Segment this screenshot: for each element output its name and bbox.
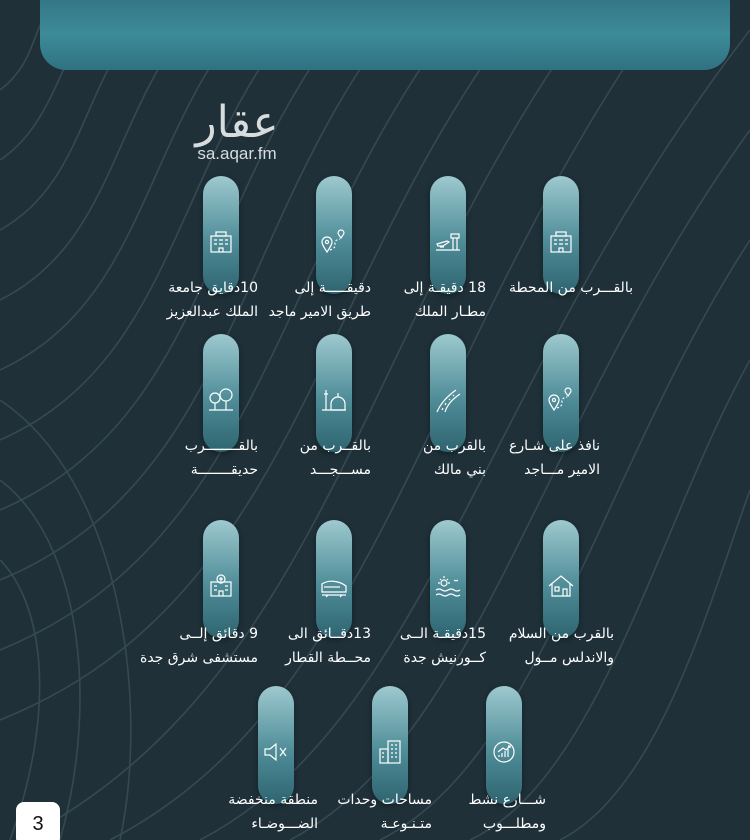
feature-label-andalus-mall: بالقرب من السلام والاندلس مــول: [508, 626, 614, 666]
feature-pill-active-street: [486, 686, 522, 804]
growth-chart-icon: [490, 738, 518, 766]
beach-icon: [434, 572, 462, 600]
airport-icon: [434, 228, 462, 256]
road-icon: [434, 386, 462, 414]
logo-url-text: sa.aqar.fm: [197, 144, 277, 163]
mosque-icon: [320, 386, 348, 414]
feature-pill-hospital: [203, 520, 239, 638]
speaker-mute-icon: [262, 738, 290, 766]
feature-label-park: بالقــــــــرب حديقــــــــة: [184, 438, 258, 478]
feature-pill-corniche: [430, 520, 466, 638]
feature-label-university: 10دقايق جامعة الملك عبدالعزيز: [166, 280, 258, 320]
train-icon: [320, 572, 348, 600]
map-route-icon: [320, 228, 348, 256]
feature-label-bani-malik: بالقرب من بني مالك: [422, 438, 486, 478]
feature-pill-train: [316, 520, 352, 638]
feature-label-amir-majed-street: نافذ على شـارع الامير مـــاجد: [509, 438, 600, 478]
feature-label-station: بالقـــرب من المحطة: [508, 280, 633, 296]
page-number-badge: 3: [16, 802, 60, 840]
feature-label-varied-units: مساحات وحدات متـنـوعـة: [337, 792, 432, 832]
feature-label-airport: 18 دقيقـة إلى مطـار الملك: [403, 280, 486, 320]
feature-label-low-noise: منطقة منخفضة الضـــوضـاء: [228, 792, 318, 832]
park-trees-icon: [207, 386, 235, 414]
logo-arabic-text: عقار: [195, 97, 279, 148]
office-tower-icon: [376, 738, 404, 766]
feature-pill-varied-units: [372, 686, 408, 804]
feature-label-amir-majed-road: دقيقـــــة إلى طريق الامير ماجد: [268, 280, 371, 320]
map-route-icon: [547, 386, 575, 414]
hospital-icon: [207, 572, 235, 600]
feature-label-active-street: شـــارع نشط ومطلـــوب: [468, 792, 546, 832]
feature-label-hospital: 9 دقائق إلــى مستشفى شرق جدة: [139, 626, 258, 666]
feature-label-corniche: 15دقيقـة الــى كــورنيش جدة: [399, 626, 486, 666]
building-icon: [547, 228, 575, 256]
house-icon: [547, 572, 575, 600]
feature-label-train: 13دقــائق الى محــطة القطار: [285, 626, 371, 666]
feature-pill-andalus-mall: [543, 520, 579, 638]
top-banner: [40, 0, 730, 70]
feature-pill-low-noise: [258, 686, 294, 804]
feature-label-mosque: بالقــرب من مســـجـــد: [299, 438, 371, 478]
aqar-logo: [178, 97, 296, 164]
building-icon: [207, 228, 235, 256]
